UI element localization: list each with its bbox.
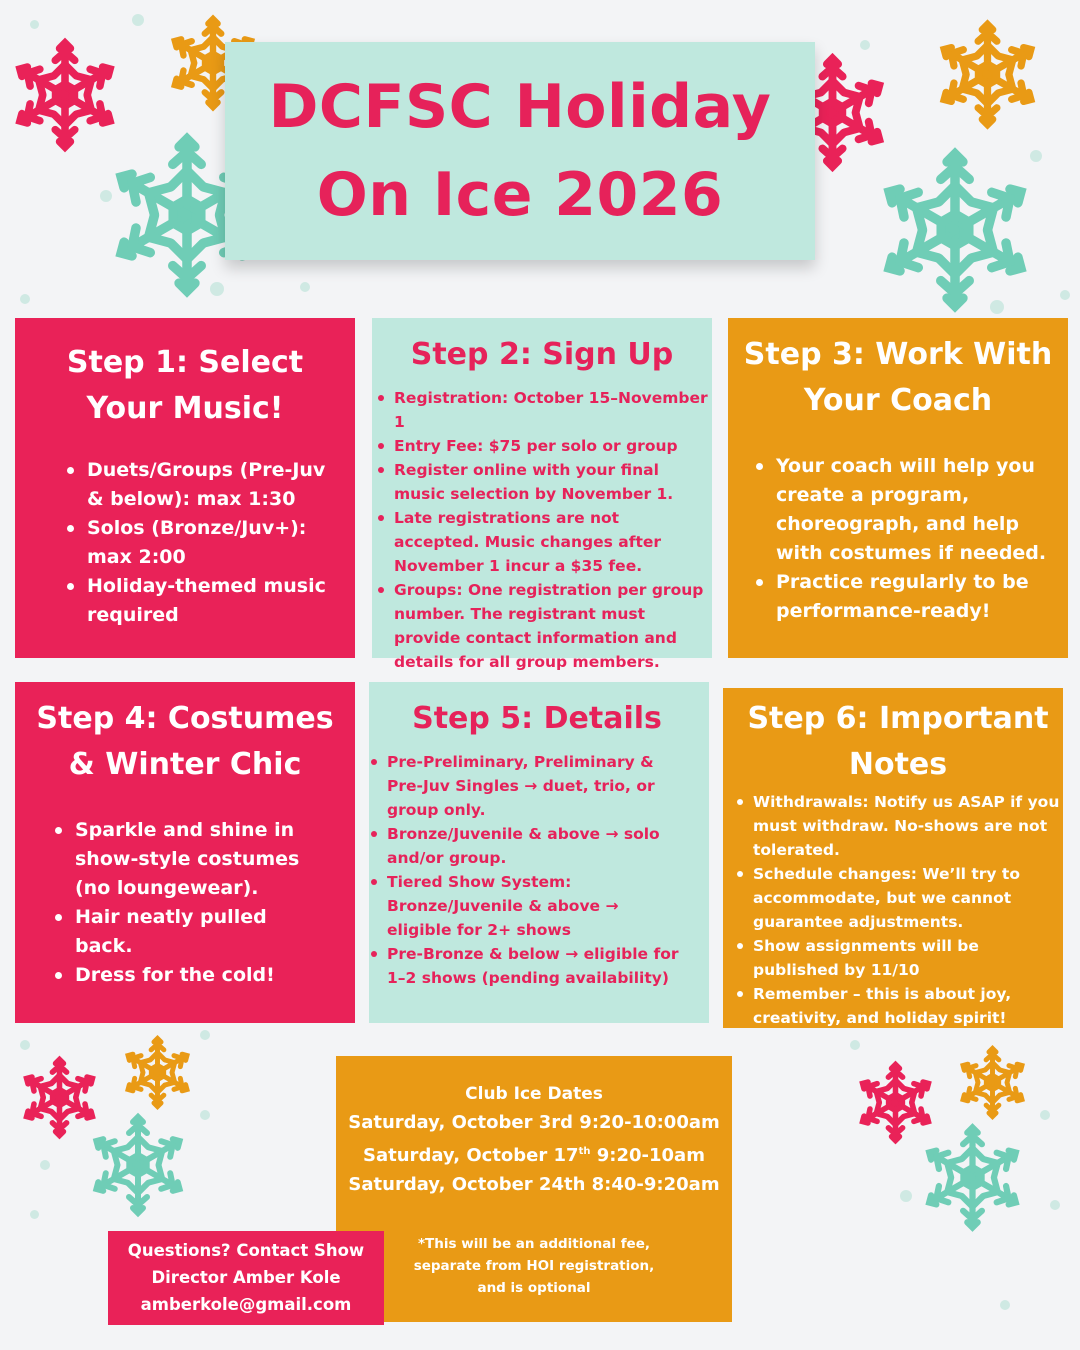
list-item: Hair neatly pulled back.	[53, 903, 309, 961]
step-4-title: Step 4: Costumes & Winter Chic	[36, 701, 334, 782]
step-1-list	[29, 456, 341, 630]
list-item: Schedule changes: We’ll try to accommodate, but we cannot guarantee adjustments.	[735, 862, 1061, 934]
list-item: Registration: October 15–November 1	[376, 386, 708, 434]
club-ice-dates-box	[336, 1056, 732, 1322]
list-item: Sparkle and shine in show-style costumes (no loungewear).	[53, 816, 309, 903]
contact-line-2: Director Amber Kole	[151, 1268, 341, 1287]
list-item: Pre-Preliminary, Preliminary & Pre-Juv Singles → duet, trio, or group only.	[369, 750, 685, 822]
step-6-list	[735, 790, 1061, 1030]
list-item: Withdrawals: Notify us ASAP if you must withdraw. No-shows are not tolerated.	[735, 790, 1061, 862]
club-ice-dates-title: Club Ice Dates	[465, 1084, 603, 1104]
decor-dot	[200, 1110, 210, 1120]
step-5-list	[369, 750, 685, 990]
page-title-line2: On Ice 2026	[316, 160, 724, 230]
decor-dot	[40, 1160, 50, 1170]
contact-box	[108, 1231, 384, 1325]
list-item: Pre-Bronze & below → eligible for 1–2 shows (pending availability)	[369, 942, 685, 990]
decor-dot	[20, 1040, 30, 1050]
list-item: Groups: One registration per group number. The registrant must provide contact information and details for all group members.	[376, 578, 708, 674]
teal-snowflake-icon	[78, 1105, 198, 1225]
list-item: Holiday-themed music required	[65, 572, 341, 630]
contact-email[interactable]: amberkole@gmail.com	[140, 1295, 352, 1314]
step-4-list	[21, 816, 349, 990]
teal-snowflake-icon	[860, 135, 1050, 325]
fee-note: *This will be an additional fee, separate from HOI registration, and is optional	[413, 1236, 655, 1296]
list-item: Register online with your final music selection by November 1.	[376, 458, 708, 506]
list-item: Duets/Groups (Pre-Juv & below): max 1:30	[65, 456, 341, 514]
step-2-list	[376, 386, 708, 674]
title-banner	[225, 42, 815, 260]
list-item: Dress for the cold!	[53, 961, 309, 990]
ice-date-3: Saturday, October 24th 8:40-9:20am	[348, 1174, 720, 1195]
step-2-title: Step 2: Sign Up	[410, 337, 674, 372]
list-item: Tiered Show System: Bronze/Juvenile & above → eligible for 2+ shows	[369, 870, 685, 942]
step-3-title: Step 3: Work With Your Coach	[743, 337, 1053, 418]
orange-snowflake-icon	[950, 1040, 1035, 1125]
list-item: Late registrations are not accepted. Music changes after November 1 incur a $35 fee.	[376, 506, 708, 578]
ice-date-2-sup: th	[578, 1146, 591, 1157]
orange-snowflake-icon	[925, 12, 1050, 137]
list-item: Practice regularly to be performance-ready!	[754, 568, 1054, 626]
decor-dot	[850, 1040, 860, 1050]
decor-dot	[30, 1210, 39, 1219]
step-1-card	[15, 318, 355, 658]
step-2-card	[372, 318, 712, 671]
step-6-title: Step 6: Important Notes	[747, 701, 1049, 782]
list-item: Show assignments will be published by 11/10	[735, 934, 1061, 982]
decor-dot	[300, 282, 310, 292]
decor-dot	[1000, 1300, 1010, 1310]
ice-date-2-prefix: Saturday, October 17	[363, 1145, 579, 1166]
list-item: Remember – this is about joy, creativity, and holiday spirit!	[735, 982, 1061, 1030]
ice-date-2	[336, 1137, 732, 1170]
step-3-card	[728, 318, 1068, 658]
step-3-list	[742, 452, 1054, 626]
decor-dot	[1060, 290, 1070, 300]
page-title-line1: DCFSC Holiday	[268, 72, 772, 142]
step-6-card	[723, 688, 1063, 1028]
decor-dot	[20, 294, 30, 304]
teal-snowflake-icon	[910, 1115, 1035, 1240]
list-item: Solos (Bronze/Juv+): max 2:00	[65, 514, 341, 572]
step-4-card	[15, 682, 355, 1023]
ice-date-1: Saturday, October 3rd 9:20-10:00am	[348, 1112, 720, 1133]
list-item: Your coach will help you create a program, choreograph, and help with costumes if needed.	[754, 452, 1054, 568]
list-item: Entry Fee: $75 per solo or group	[376, 434, 708, 458]
list-item: Bronze/Juvenile & above → solo and/or group.	[369, 822, 685, 870]
orange-snowflake-icon	[115, 1030, 200, 1115]
decor-dot	[132, 14, 144, 26]
decor-dot	[30, 20, 39, 29]
contact-line-1: Questions? Contact Show	[127, 1241, 365, 1260]
decor-dot	[200, 1030, 210, 1040]
decor-dot	[1040, 1110, 1050, 1120]
step-5-card	[369, 682, 709, 1023]
step-1-title: Step 1: Select Your Music!	[66, 345, 304, 426]
step-5-title: Step 5: Details	[412, 701, 662, 736]
decor-dot	[1050, 1200, 1060, 1210]
ice-date-2-suffix: 9:20-10am	[590, 1145, 705, 1166]
